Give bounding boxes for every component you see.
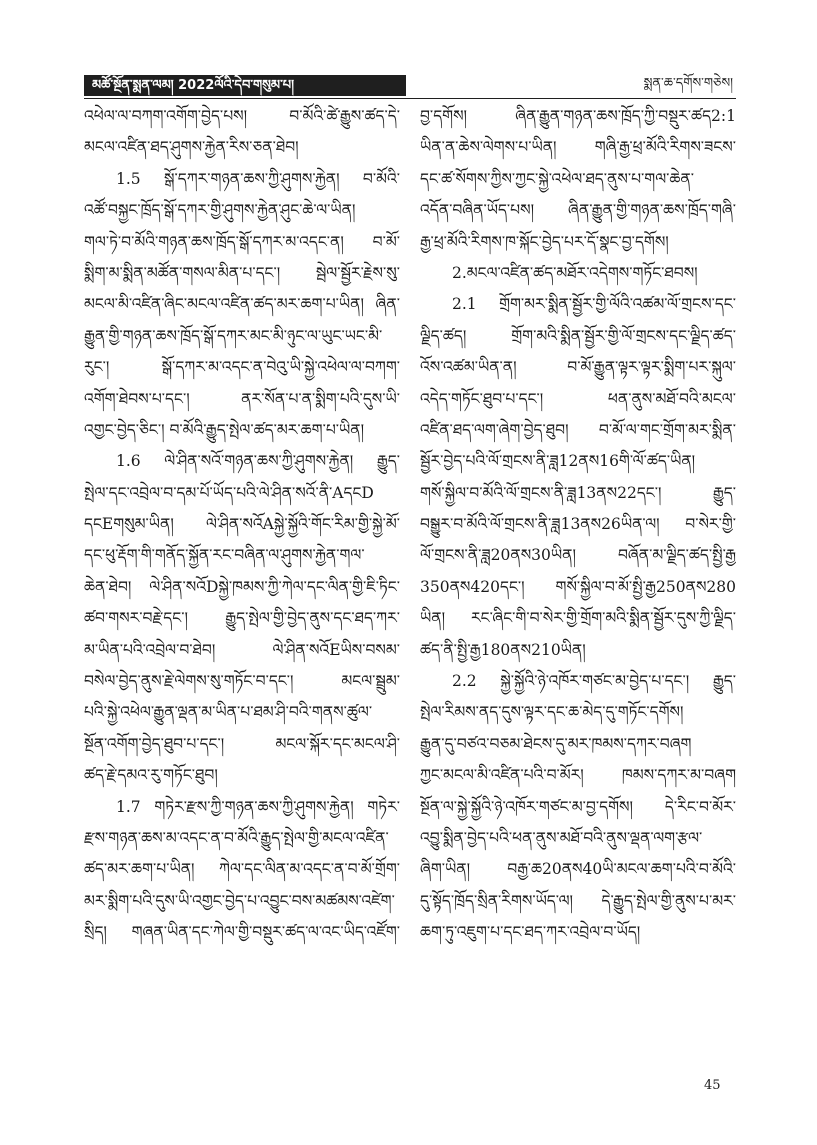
text-line: བྱ་དགོས། ཞིན་རྒྱུན་གཉན་ཆས་ཁྲོད་ཀྱི་བསྡུར་ཚད2:1 <box>420 107 736 125</box>
text-line: ཚབ་གསར་བརྗེ་དང་། རྒྱུད་སྤེལ་གྱི་བྱེད་ནུས་དང་ཐད་ཀར་ <box>84 609 400 628</box>
right-column <box>420 101 736 949</box>
text-line: འཛིན་ཐད་ལག་ཞེག་བྱེད་ཐུབ། བ་མོ་ལ་གང་གྲོག་མར་སྨིན་ <box>420 420 736 439</box>
page-number: 45 <box>704 1078 721 1093</box>
text-line: ཚད་མར་ཆག་པ་ཡིན། ཀེལ་དང་ལིན་མ་འདང་ན་བ་མོ་གྲོག་ <box>84 860 400 879</box>
text-line: སྔོན་འགོག་བྱེད་ཐུབ་པ་དང་། མངལ་སྐོར་དང་མངལ་ཤི་ <box>84 734 400 753</box>
text-line: རྫས་གཉན་ཆས་མ་འདང་ན་བ་མོའི་རྒྱུད་སྤེལ་གྱི་མངལ་འཛིན་ <box>84 828 389 847</box>
text-line: མངལ་འཛིན་ཐད་ཤུགས་རྐྱེན་རིས་ཅན་ཐེབ། <box>84 138 299 157</box>
text-line: རུང་། སྒོ་དཀར་མ་འདང་ན་བེའུ་ཡི་སྐྱེ་འཕེལ་ལ་བཀག་ <box>84 358 400 377</box>
text-line: ཀྱང་མངལ་མི་འཛིན་པའི་བ་མོར། ཁམས་དཀར་མ་བཞག <box>420 766 736 785</box>
text-line: འོས་འཚམ་ཡིན་ན། བ་མོ་རྒྱུན་ལྟར་ལྟར་སྨིག་པར་སྐུལ་ <box>420 358 736 377</box>
text-line: བསྒྱུར་བ་མོའི་ལོ་གྲངས་ནི་ཟླ13ནས26ཡིན་ལ། བ་སེར་གྱི་ <box>420 515 736 534</box>
text-line: ཆེན་ཐེབ། ལེ་ཤིན་སའོDསྐྱེ་ཁམས་ཀྱི་ཀེལ་དང་ལིན་གྱི་ཇི་ཏིང་ <box>84 577 400 596</box>
text-line: མར་སྨིག་པའི་དུས་ཡི་འགྱང་བྱེད་པ་འབྱུང་བས་མཚམས་འཛེག་ <box>84 891 395 910</box>
text-line: སྨིག་མ་སྨིན་མཚོན་གསལ་མིན་པ་དང་། སྦེལ་སྦྱོར་རྗེས་སུ་ <box>84 263 400 282</box>
text-line: འཕེལ་ལ་བཀག་འགོག་བྱེད་པས། བ་མོའི་ཚེ་རྒྱུས་ཚད་དེ་ <box>84 107 400 125</box>
text-line: སྤེལ་རིམས་ནད་དུས་ལྟར་དང་ཆ་མེད་དུ་གཏོང་དགོས། <box>420 703 684 722</box>
text-line: ཡིན། རང་ཞིང་གི་བ་སེར་གྱི་གྲོག་མའི་སྨིན་སྦྱོར་དུས་ཀྱི་ལྗིད་ <box>420 609 736 628</box>
text-line: ལྗིད་ཚད། གྲོག་མའི་སྨིན་སྦྱོར་གྱི་ལོ་གྲངས་དང་ལྗིད་ཚད་ <box>420 326 736 345</box>
text-line: འདེད་གཏོང་ཐུབ་པ་དང་། ཕན་ནུས་མཐོ་བའི་མངལ་ <box>420 389 736 408</box>
text-line: སྲིད། གཞན་ཡིན་དང་ཀེལ་གྱི་བསྡུར་ཚད་ལ་འང་ཡིད་འཛོག་ <box>84 923 400 942</box>
text-line: འདོན་བཞིན་ཡོད་པས། ཞིན་རྒྱུན་གྱི་གཉན་ཆས་ཁྲོད་གཞི་ <box>420 201 736 220</box>
text-line: འཚོ་བསྐྱང་ཁྲོད་སྒོ་དཀར་གྱི་ཤུགས་རྐྱེན་ཤུང་ཆེ་ལ་ཡིན། <box>84 201 356 220</box>
text-line: 1.5 སྒོ་དཀར་གཉན་ཆས་ཀྱི་ཤུགས་རྐྱེན། བ་མོའི་ <box>116 169 400 188</box>
text-line: འགྱང་བྱེད་ཅིང་། བ་མོའི་རྒྱུད་སྤེལ་ཚད་མར་ཆག་པ་ཡིན། <box>84 420 365 439</box>
text-line: ཚད་རྗེ་དམའ་རུ་གཏོང་ཐུབ། <box>84 766 218 785</box>
section-header: སྨན་ཆ་དགོས་གཅེས། <box>643 76 733 91</box>
text-line: 2.མངལ་འཛིན་ཚད་མཐོར་འདེགས་གཏོང་ཐབས། <box>452 263 698 282</box>
text-line: གསོ་སྐྱིལ་བ་མོའི་ལོ་གྲངས་ནི་ཟླ13ནས22དང་། རྒྱུད་ <box>420 483 736 502</box>
text-line: གལ་ཏེ་བ་མོའི་གཉན་ཆས་ཁྲོད་སྒོ་དཀར་མ་འདང་ན། བ་མོ་ <box>84 232 400 251</box>
text-line: དུ་སྟོད་ཁྲོད་སྲིན་རིགས་ཡོད་ལ། དེ་རྒྱུད་སྤེལ་གྱི་ནུས་པ་མར་ <box>420 891 736 910</box>
text-line: 1.6 ལེ་ཤིན་སའོ་གཉན་ཆས་ཀྱི་ཤུགས་རྐྱེན། རྒྱུད་ <box>116 452 400 471</box>
text-line: ཞིག་ཡིན། བརྒྱ་ཆ20ནས40ཡི་མངལ་ཆག་པའི་བ་མོའི་ <box>420 860 736 879</box>
text-line: སྤེལ་དང་འབྲེལ་བ་དམ་པོ་ཡོད་པའི་ལེ་ཤིན་སའོ་ནི་AདངD <box>84 483 374 502</box>
text-line: མངལ་མི་འཛིན་ཞིང་མངལ་འཛིན་ཚད་མར་ཆག་པ་ཡིན། ཞིན་ <box>84 295 400 314</box>
text-line: ཚད་ནི་སྤྱི་རྒྱ180ནས210ཡིན། <box>420 640 586 659</box>
text-line: པའི་སྐྱེ་འཕེལ་རྒྱུན་ལྡན་མ་ཡིན་པ་ཐམ་ཤི་བའི་གནས་ཚུལ་ <box>84 703 373 722</box>
text-line: 2.1 གྲོག་མར་སྨིན་སྦྱོར་གྱི་ལོའི་འཚམ་ལོ་གྲངས་དང་ <box>452 295 736 314</box>
text-line: 350ནས420དང་། གསོ་སྐྱིལ་བ་མོ་སྤྱི་རྒྱ250ནས280 <box>420 577 736 596</box>
left-column <box>84 101 400 949</box>
text-line: 1.7 གཏེར་རྫས་ཀྱི་གཉན་ཆས་ཀྱི་ཤུགས་རྐྱེན། གཏེར་ <box>116 797 400 816</box>
text-line: རྒྱུན་གྱི་གཉན་ཆས་ཁྲོད་སྒོ་དཀར་མང་མི་ཉུང་ལ་ཡུང་ཡང་མི་ <box>84 326 383 345</box>
text-line: འབྱུ་སྨིན་བྱེད་པའི་ཕན་ནུས་མཐོ་བའི་ནུས་ལྡན་ལག་རྩལ་ <box>420 828 703 847</box>
text-line: ཆག་ཏུ་འཇུག་པ་དང་ཐད་ཀར་འབྲེལ་བ་ཡོད། <box>420 923 641 942</box>
text-line: དངEགསུམ་ཡིན། ལེ་ཤིན་སའོAསྐྱེ་སྐྱོའི་གོང་རིམ་གྱི་སྐྱེ་མོ་ <box>84 515 400 534</box>
text-line: དང་ཚ་སོགས་ཀྱིས་ཀྱང་སྐྱེ་འཕེལ་ཐད་ནུས་པ་གལ་ཆེན་ <box>420 169 695 188</box>
text-line: ལོ་གྲངས་ནི་ཟླ20ནས30ཡིན། བཞོན་མ་ལྗིད་ཚད་སྤྱི་རྒྱ <box>420 546 736 565</box>
text-line: ཡིན་ན་ཆེས་ལེགས་པ་ཡིན། གཞི་རྒྱ་ཕྲ་མོའི་རིགས་ཟངས་ <box>420 138 736 157</box>
text-line: རྒྱུན་དུ་བཙའ་བཅམ་ཐེངས་དུ་མར་ཁམས་དཀར་བཞག <box>420 734 692 753</box>
text-line: རྒྱ་ཕྲ་མོའི་རིགས་ཁ་སྐོང་བྱེད་པར་དོ་སྣང་བྱ་དགོས། <box>420 232 669 251</box>
journal-header: མཚོ་སྔོན་སྨན་ལམ། 2022ལོའི་དེབ་གསུམ་པ། <box>84 75 406 96</box>
text-line: སྦྱོར་བྱེད་པའི་ལོ་གྲངས་ནི་ཟླ12ནས16གི་ལོ་ཚད་ཡིན། <box>420 452 696 471</box>
text-line: དང་ཕུ་རྡོག་གི་གནོད་སྐྱོན་རང་བཞིན་ལ་ཤུགས་རྐྱེན་གལ་ <box>84 546 365 565</box>
text-line: བསེལ་བྱེད་ནུས་རྗེ་ལེགས་སུ་གཏོང་བ་དང་། མངལ་སྦྲུམ་ <box>84 672 400 691</box>
header-rule <box>84 98 736 99</box>
text-line: 2.2 སྐྱེ་སྐྱོའི་ཉེ་འཁོར་གཙང་མ་བྱེད་པ་དང་། རྒྱུད་ <box>452 672 736 691</box>
text-line: འགོག་ཐེབས་པ་དང་། ནར་སོན་པ་ན་སྨིག་པའི་དུས་ཡི་ <box>84 389 400 408</box>
text-line: སྔོན་ལ་སྐྱེ་སྐྱོའི་ཉེ་འཁོར་གཙང་མ་བྱ་དགོས། དེ་རིང་བ་མོར་ <box>420 797 736 816</box>
text-line: མ་ཡིན་པའི་འབྲེལ་བ་ཐེབ། ལེ་ཤིན་སའོEཡིས་བསམ་ <box>84 640 400 659</box>
